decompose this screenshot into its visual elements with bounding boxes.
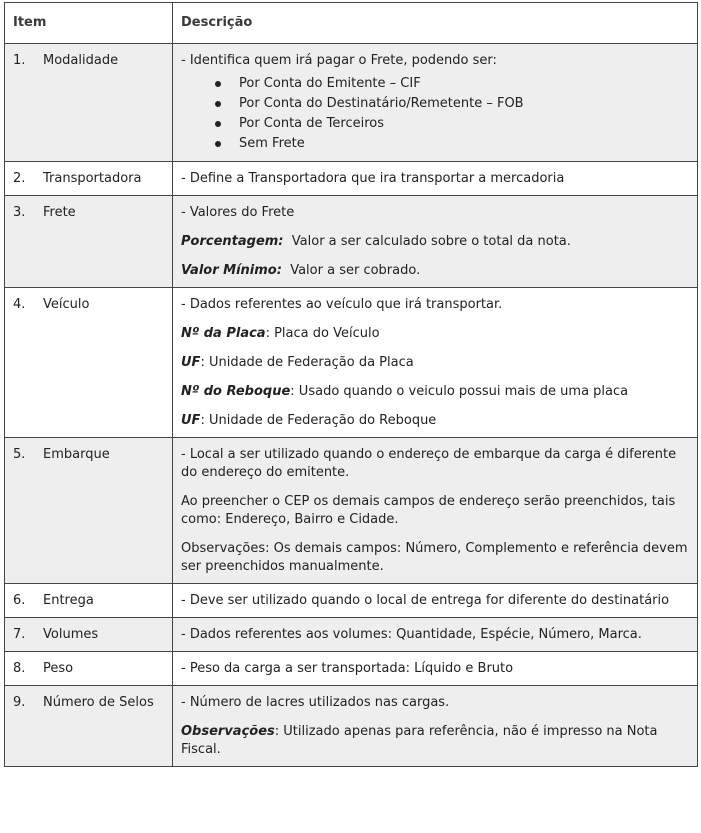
item-cell bbox=[5, 288, 173, 438]
description-text: - Dados referentes aos volumes: Quantidade, Espécie, Número, Marca. bbox=[181, 627, 642, 642]
item-name: Frete bbox=[43, 205, 76, 220]
table-row bbox=[5, 44, 698, 162]
table-row bbox=[5, 686, 698, 767]
field-label: Nº da Placa bbox=[181, 326, 266, 341]
field-line bbox=[181, 383, 689, 401]
list-item bbox=[215, 94, 689, 114]
bullet-icon bbox=[215, 121, 221, 127]
field-label: Nº do Reboque bbox=[181, 384, 291, 399]
header-item: Item bbox=[5, 3, 173, 44]
table-row bbox=[5, 162, 698, 196]
item-number: 7. bbox=[13, 627, 26, 642]
field-label: UF bbox=[181, 413, 201, 428]
field-label: Porcentagem: bbox=[181, 234, 284, 249]
item-cell bbox=[5, 196, 173, 288]
table-row bbox=[5, 196, 698, 288]
field-text: : Unidade de Federação da Placa bbox=[200, 355, 414, 370]
field-line bbox=[181, 325, 689, 343]
description-text: - Deve ser utilizado quando o local de entrega for diferente do destinatário bbox=[181, 593, 670, 608]
table-header-row bbox=[5, 3, 698, 44]
field-line bbox=[181, 262, 689, 280]
list-item bbox=[215, 134, 689, 154]
list-item-text: Por Conta de Terceiros bbox=[239, 116, 384, 131]
description-cell bbox=[173, 618, 698, 652]
item-cell bbox=[5, 652, 173, 686]
bullet-list bbox=[181, 74, 689, 154]
description-text: Observações: Os demais campos: Número, Complemento e referência devem ser preenchidos manualmente. bbox=[181, 541, 688, 574]
field-line bbox=[181, 412, 689, 430]
field-label: Observações bbox=[181, 724, 275, 739]
field-text: : Placa do Veículo bbox=[265, 326, 380, 341]
item-number: 2. bbox=[13, 171, 26, 186]
description-cell bbox=[173, 44, 698, 162]
field-text: : Utilizado apenas para referência, não é impresso na Nota Fiscal. bbox=[181, 724, 658, 757]
list-item bbox=[215, 114, 689, 134]
list-item bbox=[215, 74, 689, 94]
bullet-icon bbox=[215, 81, 221, 87]
item-cell bbox=[5, 162, 173, 196]
item-cell bbox=[5, 686, 173, 767]
description-text: - Valores do Frete bbox=[181, 205, 295, 220]
table-row bbox=[5, 618, 698, 652]
description-text: - Dados referentes ao veículo que irá transportar. bbox=[181, 297, 503, 312]
item-cell bbox=[5, 618, 173, 652]
item-number: 6. bbox=[13, 593, 26, 608]
item-number: 9. bbox=[13, 695, 26, 710]
item-number: 5. bbox=[13, 447, 26, 462]
description-cell bbox=[173, 652, 698, 686]
description-cell bbox=[173, 196, 698, 288]
description-cell bbox=[173, 438, 698, 584]
field-text: : Usado quando o veiculo possui mais de uma placa bbox=[290, 384, 629, 399]
item-cell bbox=[5, 584, 173, 618]
field-text: : Unidade de Federação do Reboque bbox=[200, 413, 437, 428]
description-text: - Peso da carga a ser transportada: Líquido e Bruto bbox=[181, 661, 514, 676]
table-row bbox=[5, 652, 698, 686]
field-label: UF bbox=[181, 355, 201, 370]
table-row bbox=[5, 438, 698, 584]
field-line bbox=[181, 723, 689, 759]
fields-table bbox=[4, 2, 698, 767]
item-name: Veículo bbox=[43, 297, 90, 312]
list-item-text: Sem Frete bbox=[239, 136, 305, 151]
item-name: Número de Selos bbox=[43, 695, 154, 710]
item-name: Entrega bbox=[43, 593, 94, 608]
item-name: Modalidade bbox=[43, 53, 119, 68]
list-item-text: Por Conta do Emitente – CIF bbox=[239, 76, 421, 91]
description-text: - Local a ser utilizado quando o endereço de embarque da carga é diferente do endereço do emitente. bbox=[181, 447, 677, 480]
table-row bbox=[5, 584, 698, 618]
list-item-text: Por Conta do Destinatário/Remetente – FOB bbox=[239, 96, 524, 111]
item-name: Volumes bbox=[43, 627, 99, 642]
item-number: 4. bbox=[13, 297, 26, 312]
description-text: - Número de lacres utilizados nas cargas. bbox=[181, 695, 450, 710]
item-name: Embarque bbox=[43, 447, 110, 462]
item-name: Transportadora bbox=[43, 171, 142, 186]
header-descricao: Descrição bbox=[173, 3, 698, 44]
table-row bbox=[5, 288, 698, 438]
description-text: Ao preencher o CEP os demais campos de endereço serão preenchidos, tais como: Endereço, Bairro e Cidade. bbox=[181, 494, 676, 527]
item-number: 8. bbox=[13, 661, 26, 676]
field-text: Valor a ser cobrado. bbox=[290, 263, 421, 278]
description-cell bbox=[173, 584, 698, 618]
item-cell bbox=[5, 438, 173, 584]
item-name: Peso bbox=[43, 661, 74, 676]
description-cell bbox=[173, 162, 698, 196]
description-text: - Define a Transportadora que ira transportar a mercadoria bbox=[181, 171, 565, 186]
description-cell bbox=[173, 686, 698, 767]
field-label: Valor Mínimo: bbox=[181, 263, 282, 278]
description-text: - Identifica quem irá pagar o Frete, podendo ser: bbox=[181, 53, 497, 68]
description-cell bbox=[173, 288, 698, 438]
field-line bbox=[181, 354, 689, 372]
field-text: Valor a ser calculado sobre o total da nota. bbox=[291, 234, 571, 249]
item-number: 1. bbox=[13, 53, 26, 68]
field-line bbox=[181, 233, 689, 251]
item-number: 3. bbox=[13, 205, 26, 220]
bullet-icon bbox=[215, 141, 221, 147]
bullet-icon bbox=[215, 101, 221, 107]
item-cell bbox=[5, 44, 173, 162]
